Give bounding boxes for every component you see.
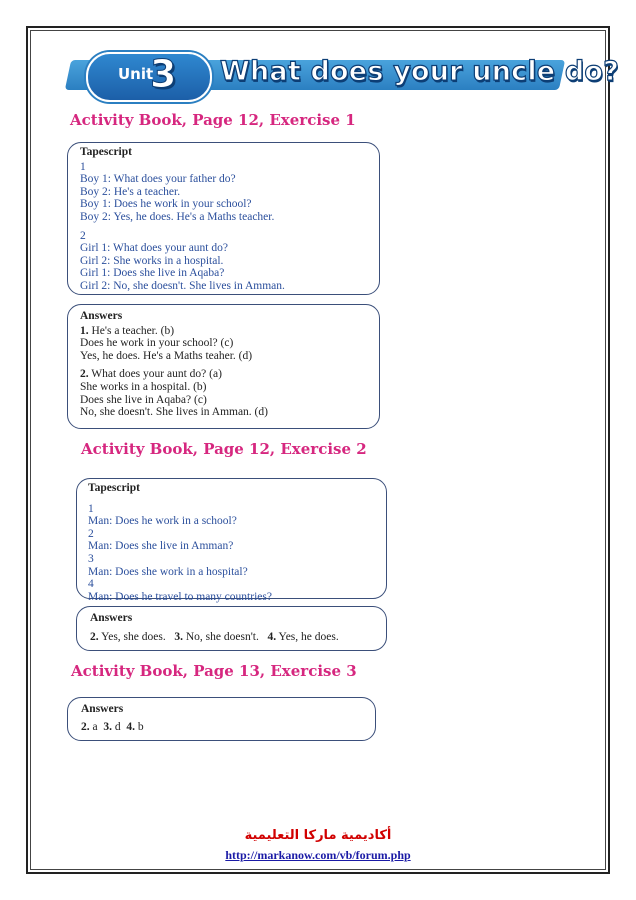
section2-heading: Activity Book, Page 12, Exercise 2 xyxy=(81,440,367,458)
tapescript-line: 2 xyxy=(88,527,94,540)
tapescript-line: 1 xyxy=(80,160,86,173)
tapescript-line: Man: Does he work in a school? xyxy=(88,515,237,528)
answers-group-2 xyxy=(80,368,379,418)
answer-text: b xyxy=(137,720,144,733)
answer-text: She works in a hospital. (b) xyxy=(80,380,207,393)
answer-number: 2. xyxy=(90,630,99,643)
answer-number: 1. xyxy=(80,324,89,337)
tapescript-line: Boy 1: Does he work in your school? xyxy=(80,198,252,211)
answers-title: Answers xyxy=(90,612,133,624)
answer-number: 4. xyxy=(267,630,277,643)
answers-row xyxy=(90,631,386,644)
unit-word: Unit xyxy=(118,65,154,83)
answer-text: Yes, she does. xyxy=(101,630,166,643)
answers-title: Answers xyxy=(81,703,124,715)
tapescript-title: Tapescript xyxy=(88,482,140,494)
unit-banner xyxy=(68,52,620,98)
section2-answers-box xyxy=(76,606,387,651)
tapescript-title: Tapescript xyxy=(80,146,132,158)
tapescript-line: Boy 1: What does your father do? xyxy=(80,173,236,186)
answer-text: a xyxy=(92,720,98,733)
tapescript-line: 1 xyxy=(88,502,94,515)
answer-number: 4. xyxy=(126,720,135,733)
footer-forum-link[interactable]: http://markanow.com/vb/forum.php xyxy=(225,848,411,862)
answer-number: 3. xyxy=(103,720,112,733)
tapescript-line: Man: Does she live in Amman? xyxy=(88,540,234,553)
section1-answers-box xyxy=(67,304,380,429)
section3-answers-box xyxy=(67,697,376,741)
unit-badge xyxy=(86,52,212,102)
tapescript-line: Girl 1: Does she live in Aqaba? xyxy=(80,267,225,280)
tapescript-line: Girl 1: What does your aunt do? xyxy=(80,242,228,255)
tapescript-line: 4 xyxy=(88,578,94,591)
answer-text: He's a teacher. (b) xyxy=(91,324,175,337)
answers-title: Answers xyxy=(80,310,123,322)
tapescript-line: Girl 2: No, she doesn't. She lives in Amman. xyxy=(80,279,285,292)
answer-text: Yes, he does. He's a Maths teaher. (d) xyxy=(80,349,253,362)
tapescript-line: 3 xyxy=(88,552,94,565)
answer-text: d xyxy=(114,720,121,733)
section3-heading: Activity Book, Page 13, Exercise 3 xyxy=(71,662,357,680)
tapescript-line: Man: Does she work in a hospital? xyxy=(88,565,248,578)
answer-text: No, she doesn't. She lives in Amman. (d) xyxy=(80,406,268,419)
tapescript-group-1 xyxy=(80,161,379,224)
tapescript-line: Girl 2: She works in a hospital. xyxy=(80,254,224,267)
answer-text: Does he work in your school? (c) xyxy=(80,337,234,350)
unit-number: 3 xyxy=(150,52,177,96)
answer-text: Does she live in Aqaba? (c) xyxy=(80,393,207,406)
answer-text: What does your aunt do? (a) xyxy=(91,368,222,381)
tapescript-lines xyxy=(88,503,386,604)
answers-group-1 xyxy=(80,325,379,363)
answer-number: 2. xyxy=(81,720,90,733)
section2-tapescript-box xyxy=(76,478,387,603)
answer-text: No, she doesn't. xyxy=(185,630,259,643)
footer-academy-name: أكاديمية ماركا التعليمية xyxy=(244,828,392,843)
answers-row xyxy=(81,721,375,734)
tapescript-group-2 xyxy=(80,230,379,293)
answer-number: 3. xyxy=(174,630,183,643)
tapescript-line: 2 xyxy=(80,229,86,242)
tapescript-line: Boy 2: He's a teacher. xyxy=(80,185,181,198)
unit-title: What does your uncle do? xyxy=(220,56,620,87)
answer-number: 2. xyxy=(80,368,89,381)
answer-text: Yes, he does. xyxy=(278,630,339,643)
tapescript-line: Boy 2: Yes, he does. He's a Maths teacher. xyxy=(80,210,275,223)
tapescript-line: Man: Does he travel to many countries? xyxy=(88,590,272,603)
section1-heading: Activity Book, Page 12, Exercise 1 xyxy=(70,111,356,129)
section1-tapescript-box xyxy=(67,142,380,295)
